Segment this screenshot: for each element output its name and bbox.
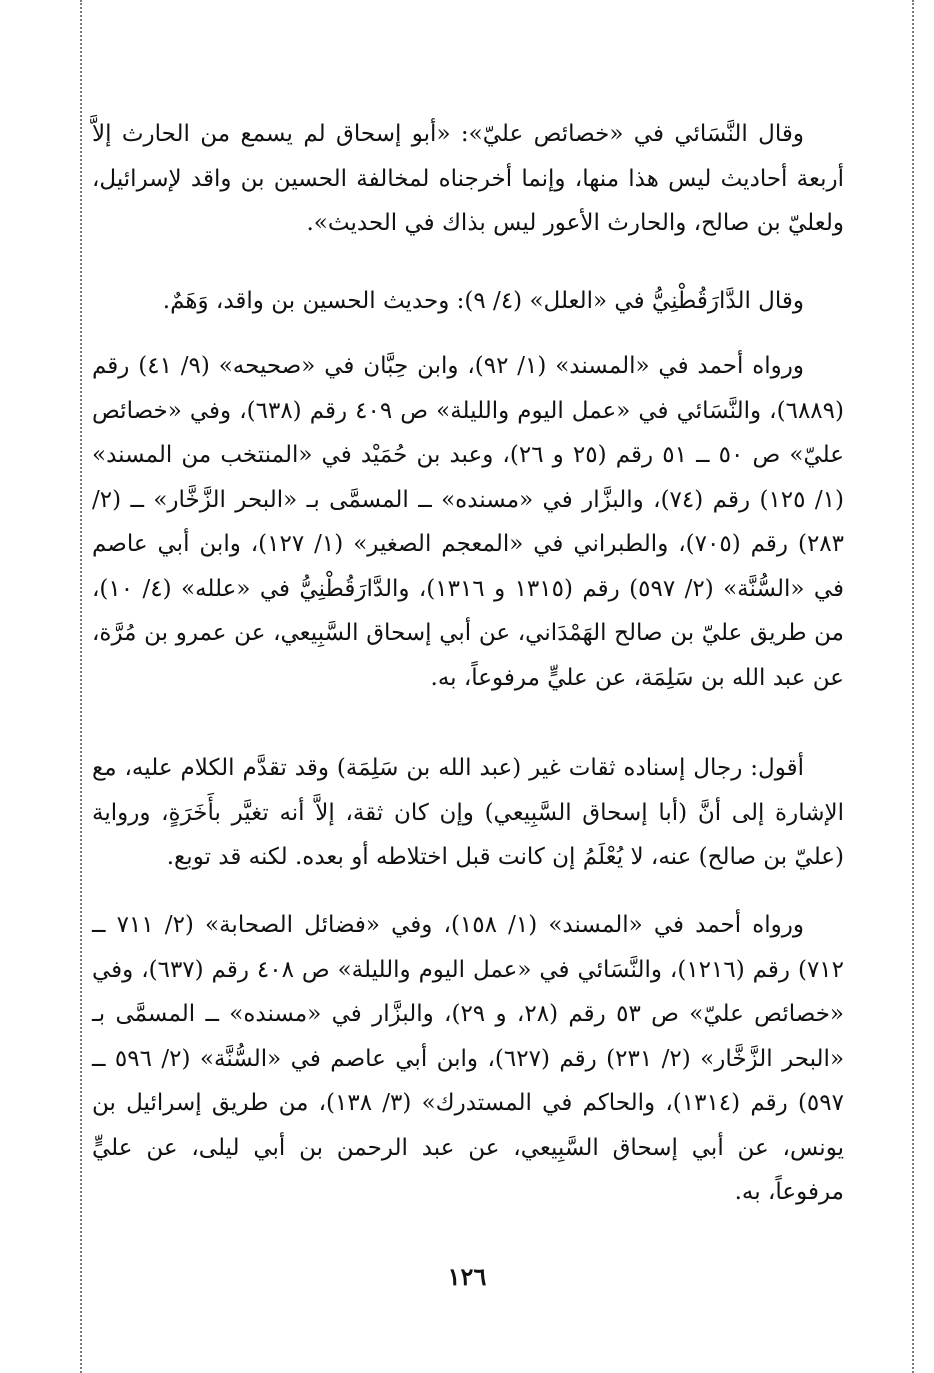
right-margin-guide [912, 0, 914, 1373]
paragraph-nasai-quote [92, 112, 844, 246]
paragraph-text: أقول: رجال إسناده ثقات غير (عبد الله بن سَلِمَة) وقد تقدَّم الكلام عليه، مع الإشارة إلى أنَّ (أبا إسحاق السَّبِيعي) وإن كان ثقة، إلاَّ أنه تغيَّر بأَخَرَةٍ، ورواية (عليّ بن صالح) عنه، لا يُعْلَمُ إن كانت قبل اختلاطه أو بعده. لكنه قد توبع. [92, 755, 844, 870]
page-number: ١٢٦ [447, 1262, 487, 1291]
paragraph-daraqutni-ilal [92, 279, 844, 324]
left-margin-guide [80, 0, 82, 1373]
paragraph-text: وقال النَّسَائي في «خصائص عليّ»: «أبو إسحاق لم يسمع من الحارث إلاَّ أربعة أحاديث ليس هذا منها، وإنما أخرجناه لمخالفة الحسين بن واقد لإسرائيل، ولعليّ بن صالح، والحارث الأعور ليس بذاك في الحديث». [92, 121, 844, 236]
paragraph-text: وقال الدَّارَقُطْنِيُّ في «العلل» (٤/ ٩): وحديث الحسين بن واقد، وَهَمٌ. [162, 288, 804, 314]
paragraph-text: ورواه أحمد في «المسند» (١/ ٩٢)، وابن حِبَّان في «صحيحه» (٩/ ٤١) رقم (٦٨٨٩)، والنَّسَائي في «عمل اليوم والليلة» ص ٤٠٩ رقم (٦٣٨)، وفي «خصائص عليّ» ص ٥٠ ــ ٥١ رقم (٢٥ و ٢٦)، وعبد بن حُمَيْد في «المنتخب من المسند» (١/ ١٢٥) رقم (٧٤)، والبزَّار في «مسنده» ــ المسمَّى بـ «البحر الزَّخَّار» ــ (٢/ ٢٨٣) رقم (٧٠٥)، والطبراني في «المعجم الصغير» (١/ ١٢٧)، وابن أبي عاصم في «السُّنَّة» (٢/ ٥٩٧) رقم (١٣١٥ و ١٣١٦)، والدَّارَقُطْنِيُّ في «علله» (٤/ ١٠)، من طريق عليّ بن صالح الهَمْدَاني، عن أبي إسحاق السَّبِيعي، عن عمرو بن مُرَّة، عن عبد الله بن سَلِمَة، عن عليٍّ مرفوعاً، به. [92, 353, 845, 691]
paragraph-commentary [92, 746, 844, 880]
paragraph-text: ورواه أحمد في «المسند» (١/ ١٥٨)، وفي «فضائل الصحابة» (٢/ ٧١١ ــ ٧١٢) رقم (١٢١٦)، والنَّسَائي في «عمل اليوم والليلة» ص ٤٠٨ رقم (٦٣٧)، وفي «خصائص عليّ» ص ٥٣ رقم (٢٨، و ٢٩)، والبزَّار في «مسنده» ــ المسمَّى بـ «البحر الزَّخَّار» (٢/ ٢٣١) رقم (٦٢٧)، وابن أبي عاصم في «السُّنَّة» (٢/ ٥٩٦ ــ ٥٩٧) رقم (١٣١٤)، والحاكم في المستدرك» (٣/ ١٣٨)، من طريق إسرائيل بن يونس، عن أبي إسحاق السَّبِيعي، عن عبد الرحمن بن أبي ليلى، عن عليٍّ مرفوعاً، به. [92, 912, 845, 1205]
paragraph-takhrij-first [92, 344, 844, 700]
paragraph-takhrij-second [92, 903, 844, 1215]
